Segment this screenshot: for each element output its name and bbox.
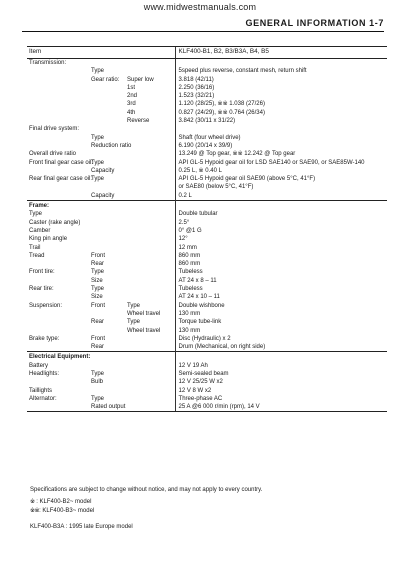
model-note-b2-text: : KLF400-B2~ model (34, 499, 92, 505)
spec-detail-label: Wheel travel (127, 310, 161, 317)
spec-value: Tubeless (175, 268, 387, 276)
spec-detail-label (125, 285, 175, 293)
spec-subitem-label (89, 100, 125, 108)
spec-item-label (27, 260, 89, 268)
table-row (27, 227, 387, 235)
spec-value: 0° @1 G (175, 227, 387, 235)
spec-subitem-label: Rear (91, 261, 105, 268)
spec-value: API GL-5 Hypoid gear oil for LSD SAE140 or SAE90, or SAE85W-140 (175, 159, 387, 167)
spec-table-body (27, 47, 387, 412)
table-row (27, 219, 387, 227)
spec-subitem-label: Size (91, 294, 103, 301)
spec-detail-label (125, 335, 175, 343)
spec-detail-label (125, 219, 175, 227)
spec-detail-label (125, 395, 175, 403)
spec-subitem-label: Type (91, 176, 105, 183)
spec-item-label (27, 117, 89, 125)
double-asterisk-mark-icon: ※※ (30, 508, 40, 514)
section-title: Frame: (27, 201, 175, 211)
spec-value: Shaft (four wheel drive) (175, 134, 387, 142)
table-row (27, 403, 387, 412)
spec-value: 12 V 8 W x2 (175, 387, 387, 395)
spec-subitem-label: Type (91, 395, 105, 402)
table-row (27, 378, 387, 386)
spec-item-label (27, 76, 89, 84)
spec-subitem-label: Size (91, 277, 103, 284)
spec-detail-label (125, 403, 175, 412)
table-row (27, 343, 387, 352)
spec-item-label: Trail (29, 244, 41, 251)
table-row (27, 175, 387, 183)
spec-value: Semi-sealed beam (175, 370, 387, 378)
table-row (27, 260, 387, 268)
spec-value (175, 59, 387, 68)
spec-value: 12 mm (175, 244, 387, 252)
table-row (27, 84, 387, 92)
spec-detail-label (125, 159, 175, 167)
table-row (27, 150, 387, 158)
table-row (27, 76, 387, 84)
spec-detail-label: 4th (127, 109, 136, 116)
spec-subitem-label (89, 183, 125, 191)
section-title: Electrical Equipment: (27, 352, 175, 362)
table-row (27, 117, 387, 125)
spec-subitem-label: Type (91, 68, 105, 75)
spec-subitem-label: Rear (91, 344, 105, 351)
spec-subitem-label: Reduction ratio (91, 142, 132, 149)
spec-value: 130 mm (175, 310, 387, 318)
spec-detail-label (125, 260, 175, 268)
spec-table (27, 46, 387, 412)
spec-item-label (27, 167, 89, 175)
spec-subitem-label: Rear (91, 319, 105, 326)
spec-value: 130 mm (175, 327, 387, 335)
spec-subitem-label (89, 84, 125, 92)
section-electrical (27, 352, 387, 362)
table-row (27, 167, 387, 175)
spec-item-label: Type (29, 211, 43, 218)
table-row (27, 125, 387, 133)
spec-subitem-label: Type (91, 134, 105, 141)
table-row (27, 252, 387, 260)
spec-item-label: Alternator: (29, 395, 57, 402)
site-url[interactable]: www.midwestmanuals.com (143, 2, 257, 12)
spec-item-label (27, 92, 89, 100)
spec-item-label (27, 134, 89, 142)
table-row (27, 293, 387, 301)
spec-subitem-label: Type (91, 269, 105, 276)
spec-item-label: Transmission: (29, 60, 67, 66)
table-row (27, 395, 387, 403)
spec-subitem-label: Front (91, 335, 106, 342)
spec-value: 12 V 19 Ah (175, 362, 387, 370)
table-row (27, 59, 387, 68)
spec-detail-label: Type (127, 302, 141, 309)
spec-item-label (27, 378, 89, 386)
spec-item-label (27, 293, 89, 301)
section-frame (27, 201, 387, 211)
spec-item-label (27, 84, 89, 92)
spec-item-label: Tread (29, 252, 45, 259)
spec-value: 2.5° (175, 219, 387, 227)
table-row (27, 335, 387, 343)
table-row (27, 327, 387, 335)
model-note-b2 (30, 498, 91, 506)
spec-item-label: Rear tire: (29, 286, 54, 293)
spec-detail-label (125, 277, 175, 285)
spec-subitem-label (89, 327, 125, 335)
spec-subitem-label (89, 109, 125, 117)
spec-detail-label (125, 268, 175, 276)
spec-value: 860 mm (175, 260, 387, 268)
spec-detail-label (125, 293, 175, 301)
table-row (27, 210, 387, 218)
spec-detail-label (125, 378, 175, 386)
table-row (27, 310, 387, 318)
spec-value: 3.842 (30/11 x 31/22) (175, 117, 387, 125)
spec-item-label (27, 67, 89, 75)
spec-subitem-label (89, 117, 125, 125)
spec-detail-label: 2nd (127, 93, 138, 100)
spec-subitem-label: Type (91, 159, 105, 166)
spec-item-label (27, 343, 89, 352)
header-model: KLF400-B1, B2, B3/B3A, B4, B5 (175, 47, 387, 59)
spec-item-label: Suspension: (29, 302, 63, 309)
spec-detail-label (125, 252, 175, 260)
table-row (27, 92, 387, 100)
spec-subitem-label: Bulb (91, 379, 104, 386)
spec-detail-label (125, 210, 175, 218)
spec-item-label (27, 310, 89, 318)
spec-subitem-label (89, 219, 125, 227)
table-row (27, 277, 387, 285)
asterisk-mark-icon: ※ (30, 499, 35, 505)
spec-value: Disc (Hydraulic) x 2 (175, 335, 387, 343)
spec-value: 13.249 @ Top gear, ※※ 12.242 @ Top gear (175, 150, 387, 158)
spec-item-label: King pin angle (29, 236, 68, 243)
spec-value: 0.827 (24/29), ※※ 0.764 (26/34) (175, 109, 387, 117)
spec-subitem-label: Rated output (91, 404, 126, 411)
spec-detail-label: Wheel travel (127, 327, 161, 334)
spec-detail-label (125, 235, 175, 243)
spec-detail-label (125, 125, 175, 133)
spec-item-label (27, 100, 89, 108)
spec-value: 0.25 L, ※ 0.40 L (175, 167, 387, 175)
spec-item-label: Camber (29, 227, 51, 234)
spec-item-label: Rear final gear case oil: (29, 176, 93, 183)
spec-detail-label: Type (127, 319, 141, 326)
spec-detail-label (125, 134, 175, 142)
spec-value: 1.523 (32/21) (175, 92, 387, 100)
spec-item-label: Front final gear case oil: (29, 159, 94, 166)
spec-value: 3.818 (42/11) (175, 76, 387, 84)
spec-detail-label (125, 142, 175, 150)
table-row (27, 192, 387, 201)
spec-subitem-label: Type (91, 370, 105, 377)
table-row (27, 67, 387, 75)
spec-value: Torque tube-link (175, 318, 387, 326)
table-row (27, 362, 387, 370)
spec-item-label (27, 403, 89, 412)
spec-detail-label (125, 192, 175, 201)
spec-subitem-label (89, 59, 125, 68)
spec-detail-label (125, 362, 175, 370)
spec-detail-label (125, 370, 175, 378)
spec-value (175, 125, 387, 133)
spec-item-label: Battery (29, 362, 49, 369)
spec-value: API GL-5 Hypoid gear oil SAE90 (above 5°C, 41°F) (175, 175, 387, 183)
table-row (27, 159, 387, 167)
section-value-spacer (175, 201, 387, 211)
spec-detail-label (125, 244, 175, 252)
spec-subitem-label (89, 310, 125, 318)
spec-value: 0.2 L (175, 192, 387, 201)
page-header: GENERAL INFORMATION 1-7 (245, 18, 384, 28)
spec-subitem-label: Type (91, 286, 105, 293)
spec-value: 860 mm (175, 252, 387, 260)
header-rule (22, 31, 384, 32)
spec-value: Tubeless (175, 285, 387, 293)
table-row (27, 109, 387, 117)
spec-detail-label: 1st (127, 84, 136, 91)
spec-item-label (27, 142, 89, 150)
spec-value: Three-phase AC (175, 395, 387, 403)
table-row (27, 318, 387, 326)
spec-subitem-label (89, 227, 125, 235)
spec-item-label (27, 183, 89, 191)
table-row (27, 142, 387, 150)
spec-detail-label (125, 167, 175, 175)
spec-value: Double wishbone (175, 302, 387, 310)
table-row (27, 134, 387, 142)
spec-item-label: Brake type: (29, 335, 60, 342)
section-value-spacer (175, 352, 387, 362)
spec-item-label: Final drive system: (29, 126, 80, 133)
spec-value: 6.190 (20/14 x 39/9) (175, 142, 387, 150)
spec-notice: Specifications are subject to change without notice, and may not apply to every country. (30, 487, 263, 493)
spec-value: 2.250 (36/16) (175, 84, 387, 92)
table-row (27, 244, 387, 252)
spec-subitem-label (89, 150, 125, 158)
spec-value: AT 24 x 10 – 11 (175, 293, 387, 301)
spec-subitem-label: Capacity (91, 192, 115, 199)
spec-subitem-label: Front (91, 302, 106, 309)
spec-item-label: Taillights (29, 387, 53, 394)
spec-value: or SAE80 (below 5°C, 41°F) (175, 183, 387, 191)
table-row (27, 370, 387, 378)
spec-item-label (27, 277, 89, 285)
spec-item-label: Caster (rake angle) (29, 219, 81, 226)
table-row (27, 183, 387, 191)
spec-detail-label (125, 183, 175, 191)
spec-value: AT 24 x 8 – 11 (175, 277, 387, 285)
table-header-row (27, 47, 387, 59)
spec-value: 5speed plus reverse, constant mesh, return shift (175, 67, 387, 75)
spec-item-label (27, 327, 89, 335)
spec-detail-label: 3rd (127, 101, 136, 108)
spec-subitem-label (89, 92, 125, 100)
spec-detail-label (125, 59, 175, 68)
spec-detail-label (125, 227, 175, 235)
table-row (27, 285, 387, 293)
spec-item-label (27, 109, 89, 117)
spec-subitem-label (89, 387, 125, 395)
model-note-b3 (30, 507, 94, 515)
spec-item-label (27, 192, 89, 201)
spec-value: 12° (175, 235, 387, 243)
spec-detail-label: Reverse (127, 118, 150, 125)
spec-subitem-label: Front (91, 252, 106, 259)
spec-detail-label (125, 175, 175, 183)
table-row (27, 302, 387, 310)
spec-item-label (27, 318, 89, 326)
spec-detail-label (125, 67, 175, 75)
table-row (27, 268, 387, 276)
header-item: Item (27, 47, 175, 59)
spec-subitem-label (89, 235, 125, 243)
spec-detail-label (125, 387, 175, 395)
spec-subitem-label: Gear ratio: (91, 76, 120, 83)
spec-item-label: Headlights: (29, 370, 60, 377)
model-note-b3-text: : KLF400-B3~ model (39, 508, 95, 514)
spec-subitem-label: Capacity (91, 167, 115, 174)
spec-item-label: Overall drive ratio (29, 151, 77, 158)
spec-value: 1.120 (28/25), ※※ 1.038 (27/26) (175, 100, 387, 108)
spec-detail-label (125, 343, 175, 352)
spec-value: 25 A @6 000 r/min (rpm), 14 V (175, 403, 387, 412)
spec-item-label: Front tire: (29, 269, 55, 276)
spec-value: Double tubular (175, 210, 387, 218)
spec-value: Drum (Mechanical, on right side) (175, 343, 387, 352)
spec-subitem-label (89, 125, 125, 133)
spec-detail-label (125, 150, 175, 158)
spec-subitem-label (89, 244, 125, 252)
spec-detail-label: Super low (127, 76, 154, 83)
table-row (27, 387, 387, 395)
table-row (27, 100, 387, 108)
spec-subitem-label (89, 362, 125, 370)
table-row (27, 235, 387, 243)
spec-value: 12 V 25/25 W x2 (175, 378, 387, 386)
spec-subitem-label (89, 210, 125, 218)
model-note-b3a: KLF400-B3A : 1995 late Europe model (30, 524, 133, 530)
